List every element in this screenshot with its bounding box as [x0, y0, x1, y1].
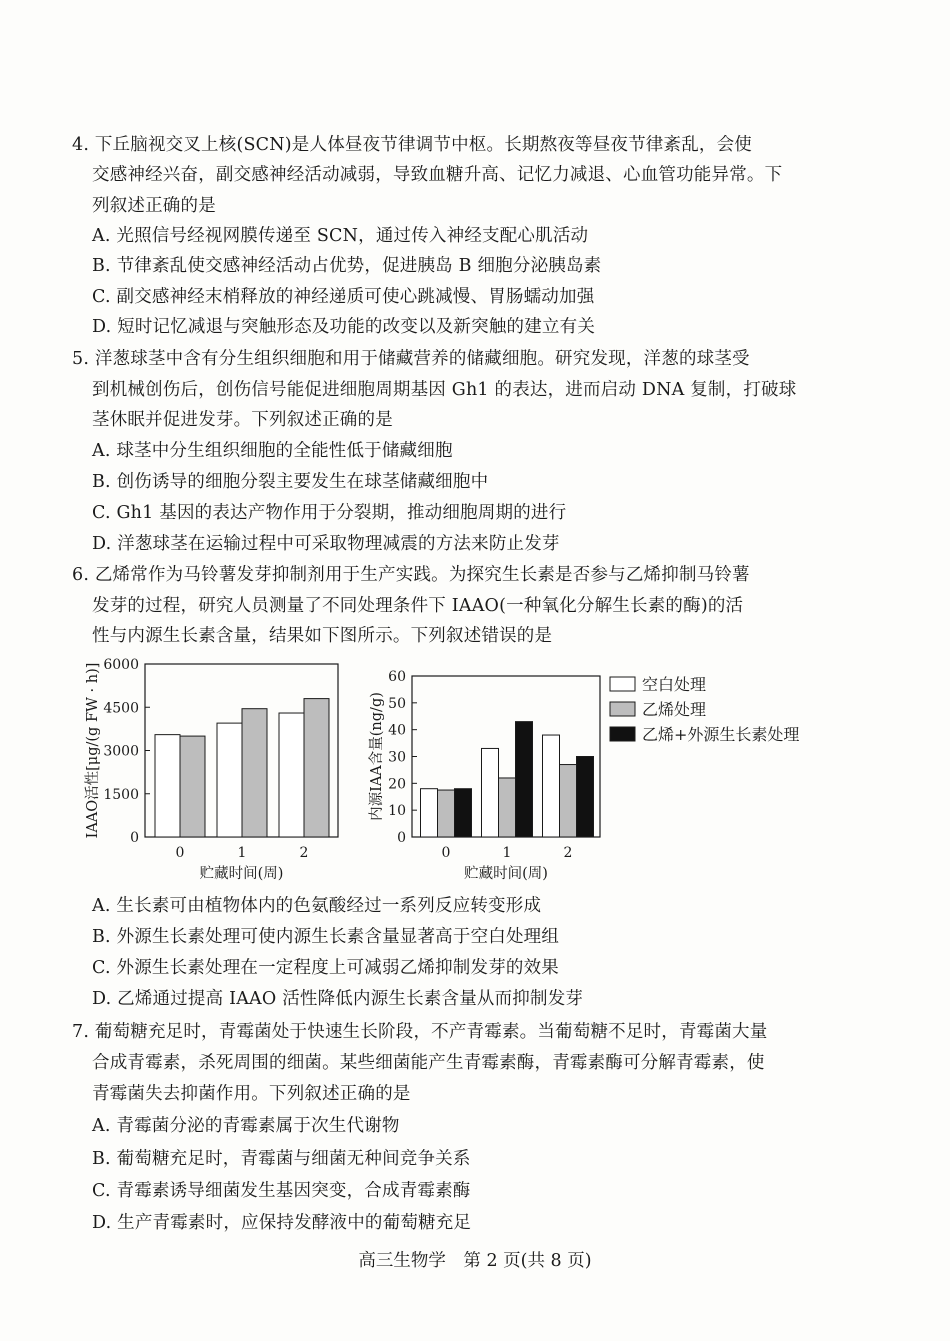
chart2-x-axis-label: 贮藏时间(周)	[464, 866, 548, 882]
q5-stem-line-2: 到机械创伤后，创伤信号能促进细胞周期基因 Gh1 的表达，进而启动 DNA 复制，打破球	[92, 380, 797, 400]
chart2-bar	[438, 790, 455, 837]
q4-option-d: D. 短时记忆减退与突触形态及功能的改变以及新突触的建立有关	[92, 317, 596, 337]
chart1-x-tick-label: 0	[175, 845, 185, 861]
q5-stem-line-1: 5. 洋葱球茎中含有分生组织细胞和用于储藏营养的储藏细胞。研究发现，洋葱的球茎受	[72, 349, 750, 369]
chart2-y-tick-label: 30	[388, 749, 406, 766]
legend-swatch	[610, 702, 635, 716]
chart1-bar	[180, 736, 205, 837]
legend-swatch	[610, 727, 635, 741]
q6-stem-line-3: 性与内源生长素含量，结果如下图所示。下列叙述错误的是	[92, 626, 553, 646]
chart2-bar	[499, 778, 516, 837]
q4-stem-line-2: 交感神经兴奋，副交感神经活动减弱，导致血糖升高、记忆力减退、心血管功能异常。下	[92, 165, 783, 185]
chart2-y-tick-label: 60	[388, 669, 406, 685]
chart2-bar	[543, 735, 560, 837]
q6-option-a: A. 生长素可由植物体内的色氨酸经过一系列反应转变形成	[92, 896, 542, 916]
chart2-x-tick-label: 0	[441, 845, 451, 861]
chart2-bar	[577, 757, 594, 838]
q7-option-b: B. 葡萄糖充足时，青霉菌与细菌无种间竞争关系	[92, 1149, 471, 1169]
chart1-bar	[279, 713, 304, 837]
q6-stem-line-1: 6. 乙烯常作为马铃薯发芽抑制剂用于生产实践。为探究生长素是否参与乙烯抑制马铃薯	[72, 565, 750, 585]
q4-stem-line-1: 4. 下丘脑视交叉上核(SCN)是人体昼夜节律调节中枢。长期熬夜等昼夜节律紊乱，会使	[72, 135, 753, 155]
q6-option-b: B. 外源生长素处理可使内源生长素含量显著高于空白处理组	[92, 927, 560, 947]
chart1-y-tick-label: 3000	[103, 743, 139, 760]
q7-option-a: A. 青霉菌分泌的青霉素属于次生代谢物	[92, 1116, 400, 1136]
q7-stem-line-3: 青霉菌失去抑菌作用。下列叙述正确的是	[92, 1084, 411, 1104]
q5-option-a: A. 球茎中分生组织细胞的全能性低于储藏细胞	[92, 441, 453, 461]
chart2-y-tick-label: 0	[397, 830, 406, 846]
chart1-y-tick-label: 4500	[103, 700, 139, 717]
q5-stem-line-3: 茎休眠并促进发芽。下列叙述正确的是	[92, 410, 393, 430]
q4-option-c: C. 副交感神经末梢释放的神经递质可使心跳减慢、胃肠蠕动加强	[92, 287, 595, 307]
chart2-y-axis-label: 内源IAA含量(ng/g)	[369, 692, 385, 821]
chart1-bar	[155, 735, 180, 837]
chart1-bar	[242, 709, 267, 837]
chart1-bar	[304, 699, 329, 837]
chart2-x-tick-label: 1	[502, 845, 512, 861]
q6-option-c: C. 外源生长素处理在一定程度上可减弱乙烯抑制发芽的效果	[92, 958, 559, 978]
legend-label: 乙烯+外源生长素处理	[642, 725, 800, 744]
q6-stem-line-2: 发芽的过程，研究人员测量了不同处理条件下 IAAO(一种氧化分解生长素的酶)的活	[92, 596, 744, 616]
q7-option-c: C. 青霉素诱导细菌发生基因突变，合成青霉素酶	[92, 1181, 471, 1201]
chart2-x-tick-label: 2	[563, 845, 573, 861]
chart2-bar	[455, 789, 472, 837]
chart2-y-tick-label: 20	[388, 776, 406, 793]
legend-label: 乙烯处理	[642, 700, 707, 719]
q6-option-d: D. 乙烯通过提高 IAAO 活性降低内源生长素含量从而抑制发芽	[92, 989, 584, 1009]
chart1-bar	[217, 723, 242, 837]
chart1-x-axis-label: 贮藏时间(周)	[199, 866, 284, 882]
q5-option-d: D. 洋葱球茎在运输过程中可采取物理减震的方法来防止发芽	[92, 534, 560, 554]
chart1-y-axis-label: IAAO活性[μg/(g FW · h)]	[85, 662, 101, 839]
chart1-y-tick-label: 6000	[103, 657, 139, 673]
chart2-bar	[516, 722, 533, 837]
chart1-x-tick-label: 2	[299, 845, 309, 861]
q5-option-c: C. Gh1 基因的表达产物作用于分裂期，推动细胞周期的进行	[92, 503, 567, 523]
q7-stem-line-2: 合成青霉素，杀死周围的细菌。某些细菌能产生青霉素酶，青霉素酶可分解青霉素，使	[92, 1053, 765, 1073]
chart1-y-tick-label: 1500	[103, 786, 139, 803]
chart2-y-tick-label: 50	[388, 695, 406, 712]
q4-option-a: A. 光照信号经视网膜传递至 SCN，通过传入神经支配心肌活动	[92, 226, 589, 246]
chart2-bar	[421, 789, 438, 837]
legend-swatch	[610, 677, 635, 691]
q4-option-b: B. 节律紊乱使交感神经活动占优势，促进胰岛 B 细胞分泌胰岛素	[92, 256, 602, 276]
chart2-y-tick-label: 40	[388, 722, 406, 739]
q6-figure	[0, 650, 950, 895]
q5-option-b: B. 创伤诱导的细胞分裂主要发生在球茎储藏细胞中	[92, 472, 489, 492]
chart1-x-tick-label: 1	[237, 845, 247, 861]
q4-stem-line-3: 列叙述正确的是	[92, 196, 216, 216]
page-footer: 高三生物学 第 2 页(共 8 页)	[358, 1251, 592, 1271]
chart2-bar	[482, 748, 499, 837]
q7-stem-line-1: 7. 葡萄糖充足时，青霉菌处于快速生长阶段，不产青霉素。当葡萄糖不足时，青霉菌大量	[72, 1022, 768, 1042]
chart2-y-tick-label: 10	[388, 803, 406, 820]
legend-label: 空白处理	[642, 675, 707, 694]
q7-option-d: D. 生产青霉素时，应保持发酵液中的葡萄糖充足	[92, 1213, 472, 1233]
chart1-y-tick-label: 0	[130, 830, 139, 846]
chart2-bar	[560, 765, 577, 837]
